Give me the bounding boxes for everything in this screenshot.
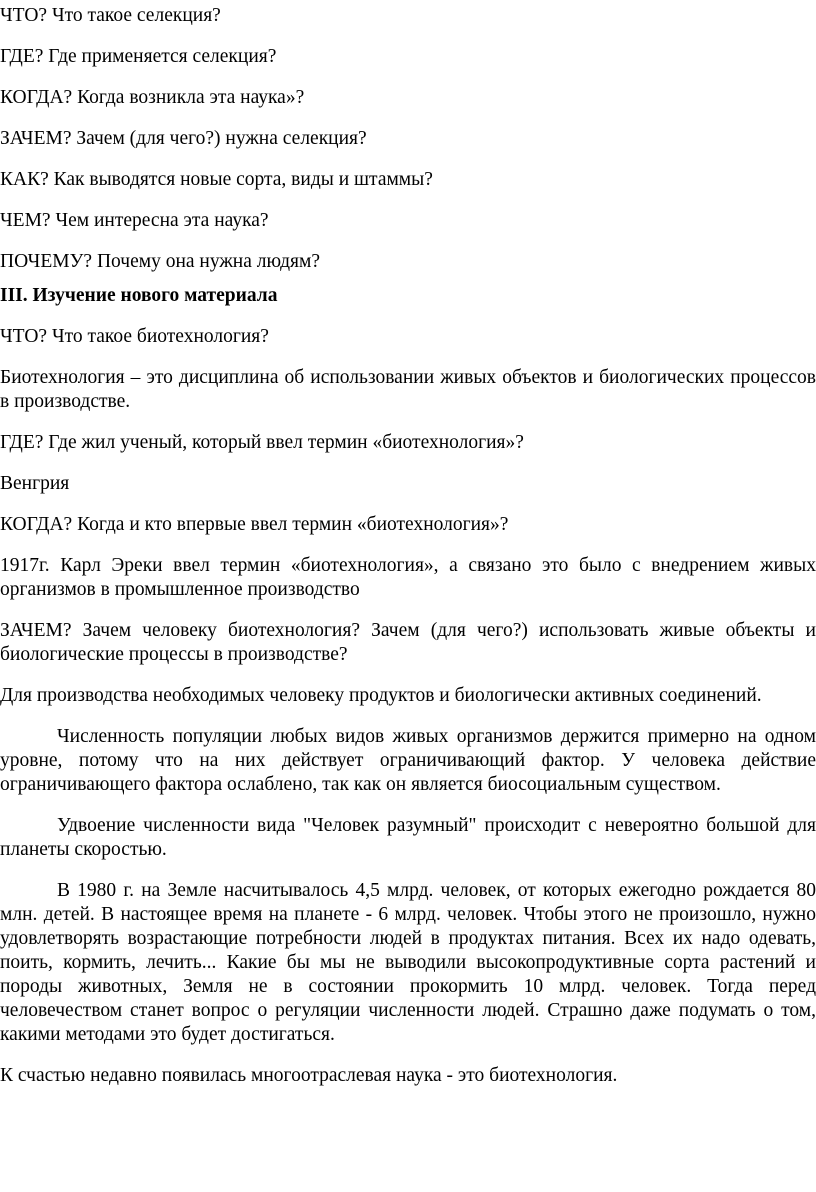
qa-biotech-definition: Биотехнология – это дисциплина об использовании живых объектов и биологических процессов в производстве. bbox=[0, 367, 816, 412]
qa-where-scientist: ГДЕ? Где жил ученый, который ввел термин «биотехнология»? bbox=[0, 432, 524, 453]
question-when-selection: КОГДА? Когда возникла эта наука»? bbox=[0, 87, 305, 108]
question-need-selection: ПОЧЕМУ? Почему она нужна людям? bbox=[0, 251, 320, 272]
qa-when-term: КОГДА? Когда и кто впервые ввел термин «биотехнология»? bbox=[0, 514, 509, 535]
question-why-selection: ЗАЧЕМ? Зачем (для чего?) нужна селекция? bbox=[0, 128, 367, 149]
qa-1917-ereky: 1917г. Карл Эреки ввел термин «биотехнология», а связано это было с внедрением живых организмов в промышленное производство bbox=[0, 555, 816, 600]
qa-hungary: Венгрия bbox=[0, 473, 70, 494]
question-interest-selection: ЧЕМ? Чем интересна эта наука? bbox=[0, 210, 269, 231]
qa-what-biotech: ЧТО? Что такое биотехнология? bbox=[0, 326, 269, 347]
qa-why-biotech: ЗАЧЕМ? Зачем человеку биотехнология? Зачем (для чего?) использовать живые объекты и биологические процессы в производстве? bbox=[0, 620, 816, 665]
qa-production-answer: Для производства необходимых человеку продуктов и биологически активных соединений. bbox=[0, 685, 762, 706]
section-heading: III. Изучение нового материала bbox=[0, 285, 278, 306]
closing-line: К счастью недавно появилась многоотраслевая наука - это биотехнология. bbox=[0, 1065, 618, 1086]
paragraph-doubling: Удвоение численности вида "Человек разумный" происходит с невероятно большой для планеты скоростью. bbox=[0, 815, 816, 860]
paragraph-population: Численность популяции любых видов живых организмов держится примерно на одном уровне, потому что на них действует ограничивающий фактор. У человека действие ограничивающего фактора ослаблено, так как он является биосоциальным существом. bbox=[0, 726, 816, 795]
paragraph-1980: В 1980 г. на Земле насчитывалось 4,5 млрд. человек, от которых ежегодно рождается 80 млн. детей. В настоящее время на планете - 6 млрд. человек. Чтобы этого не произошло, нужно удовлетворять возрастающие потребности людей в продуктах питания. Всех их надо одевать, поить, кормить, лечить... Какие бы мы не выводили высокопродуктивные сорта растений и породы животных, Земля не в состоянии прокормить 10 млрд. человек. Тогда перед человечеством станет вопрос о регуляции численности людей. Страшно даже подумать о том, какими методами это будет достигаться. bbox=[0, 880, 816, 1045]
question-how-selection: КАК? Как выводятся новые сорта, виды и штаммы? bbox=[0, 169, 433, 190]
question-what-selection: ЧТО? Что такое селекция? bbox=[0, 5, 221, 26]
question-where-selection: ГДЕ? Где применяется селекция? bbox=[0, 46, 277, 67]
